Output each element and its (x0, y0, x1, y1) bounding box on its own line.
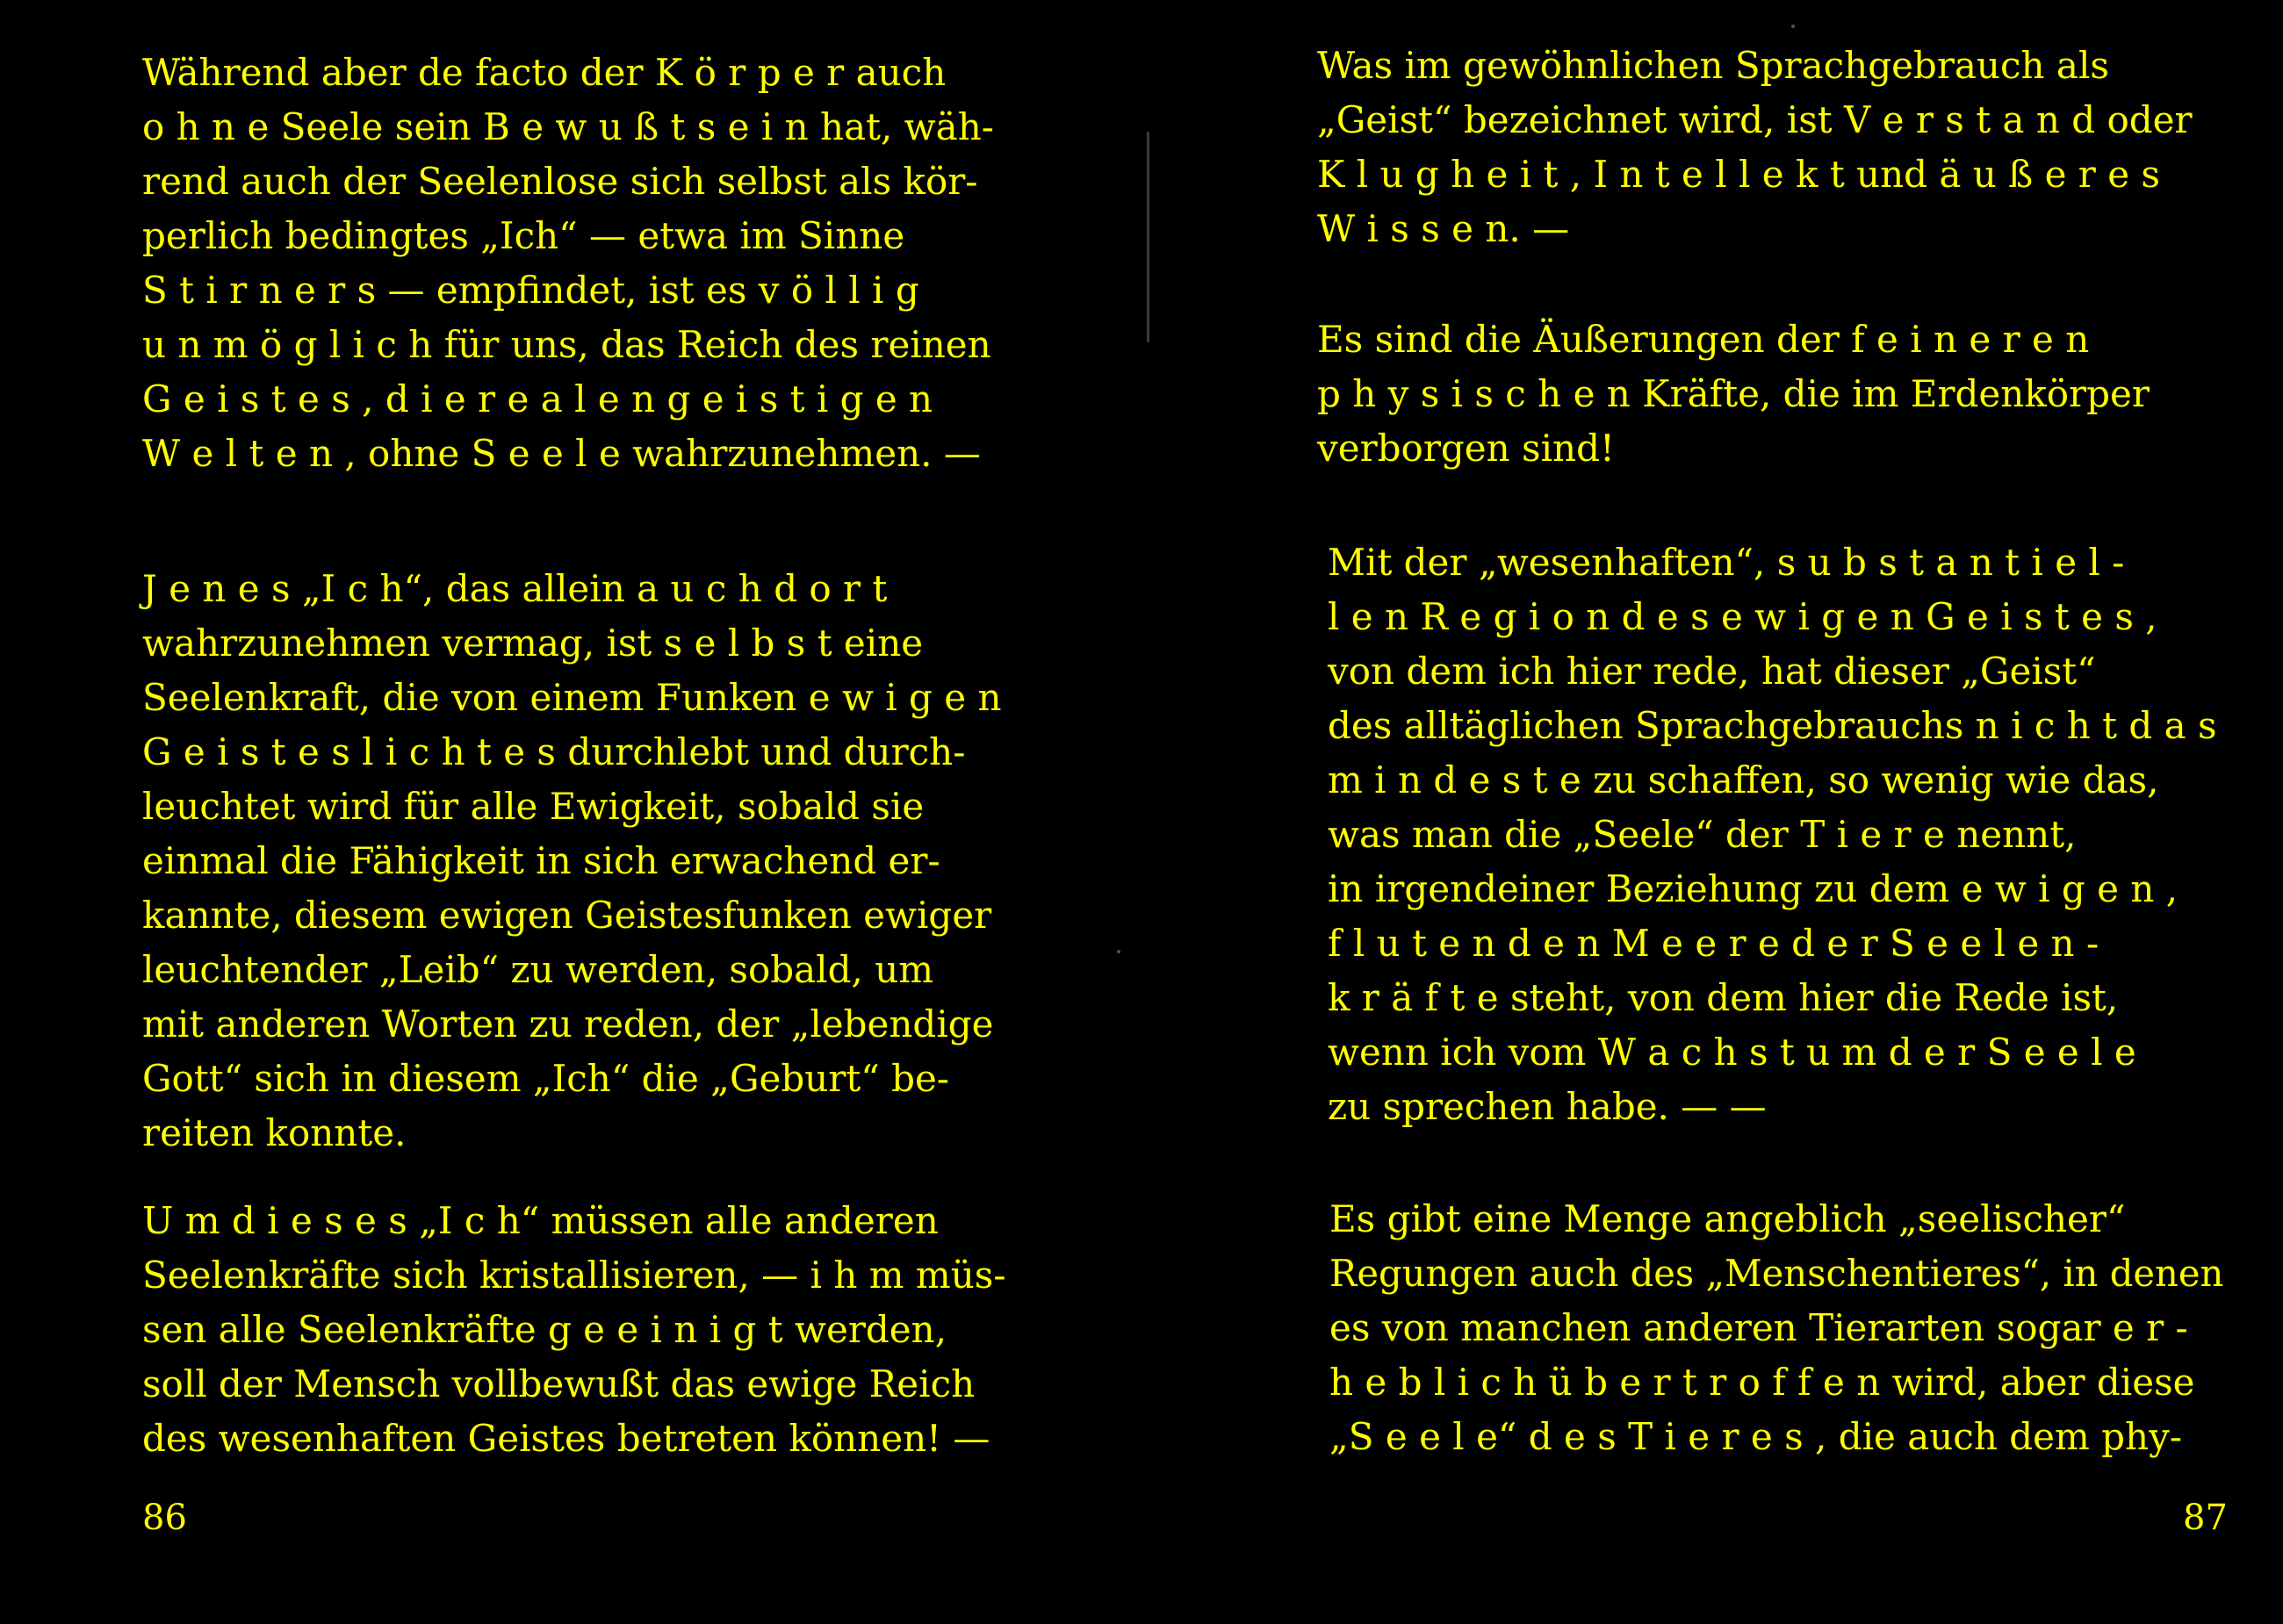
text-line: Während aber de facto der K ö r p e r auch (142, 51, 947, 94)
text-line: leuchtet wird für alle Ewigkeit, sobald sie (142, 785, 925, 828)
paragraph-left-1 (142, 46, 1036, 481)
text-line: leuchtender „Leib“ zu werden, sobald, um (142, 948, 934, 991)
text-line: J e n e s „I c h“, das allein a u c h d o r t (142, 567, 888, 610)
text-line: rend auch der Seelenlose sich selbst als kör- (142, 160, 978, 203)
text-line: W e l t e n , ohne S e e l e wahrzunehmen. — (142, 432, 981, 475)
text-line: h e b l i c h ü b e r t r o f f e n wird, aber diese (1329, 1361, 2195, 1404)
text-line: p h y s i s c h e n Kräfte, die im Erdenkörper (1317, 372, 2150, 415)
text-line: „S e e l e“ d e s T i e r e s , die auch dem phy- (1329, 1415, 2183, 1458)
text-line: in irgendeiner Beziehung zu dem e w i g e n , (1328, 867, 2179, 910)
text-line: Gott“ sich in diesem „Ich“ die „Geburt“ be- (142, 1057, 949, 1100)
paragraph-right-1 (1317, 39, 2211, 256)
text-line: G e i s t e s l i c h t e s durchlebt und durch- (142, 730, 966, 773)
paragraph-right-2 (1317, 313, 2211, 476)
text-line: u n m ö g l i c h für uns, das Reich des reinen (142, 323, 991, 366)
text-line: Es sind die Äußerungen der f e i n e r e n (1317, 318, 2090, 361)
text-line: des alltäglichen Sprachgebrauchs n i c h t d a s (1328, 704, 2217, 747)
right-page (1142, 0, 2283, 1624)
text-line: es von manchen anderen Tierarten sogar e r - (1329, 1306, 2188, 1349)
text-line: „Geist“ bezeichnet wird, ist V e r s t a n d oder (1317, 98, 2193, 141)
text-line: Regungen auch des „Menschentieres“, in denen (1329, 1252, 2224, 1295)
text-line: Mit der „wesenhaften“, s u b s t a n t i e l - (1328, 541, 2125, 584)
text-line: U m d i e s e s „I c h“ müssen alle anderen (142, 1199, 939, 1242)
page-number-right: 87 (2183, 1498, 2228, 1538)
text-line: Es gibt eine Menge angeblich „seelischer“ (1329, 1197, 2126, 1240)
text-line: zu sprechen habe. — — (1328, 1085, 1767, 1128)
text-line: soll der Mensch vollbewußt das ewige Reich (142, 1362, 976, 1405)
dust-speck (1117, 950, 1120, 953)
text-line: l e n R e g i o n d e s e w i g e n G e i s t e s , (1328, 595, 2157, 638)
text-line: von dem ich hier rede, hat dieser „Geist“ (1328, 650, 2096, 693)
page-number-left: 86 (142, 1498, 187, 1538)
text-line: f l u t e n d e n M e e r e d e r S e e l e n - (1328, 922, 2099, 965)
text-line: reiten konnte. (142, 1111, 407, 1154)
text-line: mit anderen Worten zu reden, der „lebendige (142, 1002, 994, 1046)
text-line: was man die „Seele“ der T i e r e nennt, (1328, 813, 2077, 856)
paragraph-right-4 (1329, 1192, 2223, 1464)
text-line: m i n d e s t e zu schaffen, so wenig wie das, (1328, 758, 2159, 801)
text-line: Was im gewöhnlichen Sprachgebrauch als (1317, 44, 2109, 87)
paragraph-left-3 (142, 1194, 1036, 1466)
text-line: o h n e Seele sein B e w u ß t s e i n hat, wäh- (142, 105, 994, 148)
text-line: sen alle Seelenkräfte g e e i n i g t werden, (142, 1308, 947, 1351)
text-line: des wesenhaften Geistes betreten können! — (142, 1417, 990, 1460)
text-line: k r ä f t e steht, von dem hier die Rede ist, (1328, 976, 2119, 1019)
text-line: G e i s t e s , d i e r e a l e n g e i s t i g e n (142, 377, 933, 420)
text-line: K l u g h e i t , I n t e l l e k t und ä u ß e r e s (1317, 153, 2160, 196)
paragraph-left-2 (142, 562, 1036, 1161)
paragraph-right-3 (1328, 535, 2222, 1134)
text-line: Seelenkräfte sich kristallisieren, — i h m müs- (142, 1254, 1006, 1297)
text-line: einmal die Fähigkeit in sich erwachend er- (142, 839, 940, 882)
text-line: wahrzunehmen vermag, ist s e l b s t eine (142, 622, 924, 665)
text-line: W i s s e n. — (1317, 207, 1570, 250)
text-line: perlich bedingtes „Ich“ — etwa im Sinne (142, 214, 905, 257)
text-line: wenn ich vom W a c h s t u m d e r S e e l e (1328, 1031, 2136, 1074)
text-line: kannte, diesem ewigen Geistesfunken ewiger (142, 894, 992, 937)
text-line: verborgen sind! (1317, 427, 1615, 470)
text-line: Seelenkraft, die von einem Funken e w i g e n (142, 676, 1002, 719)
text-line: S t i r n e r s — empfindet, ist es v ö l l i g (142, 269, 919, 312)
